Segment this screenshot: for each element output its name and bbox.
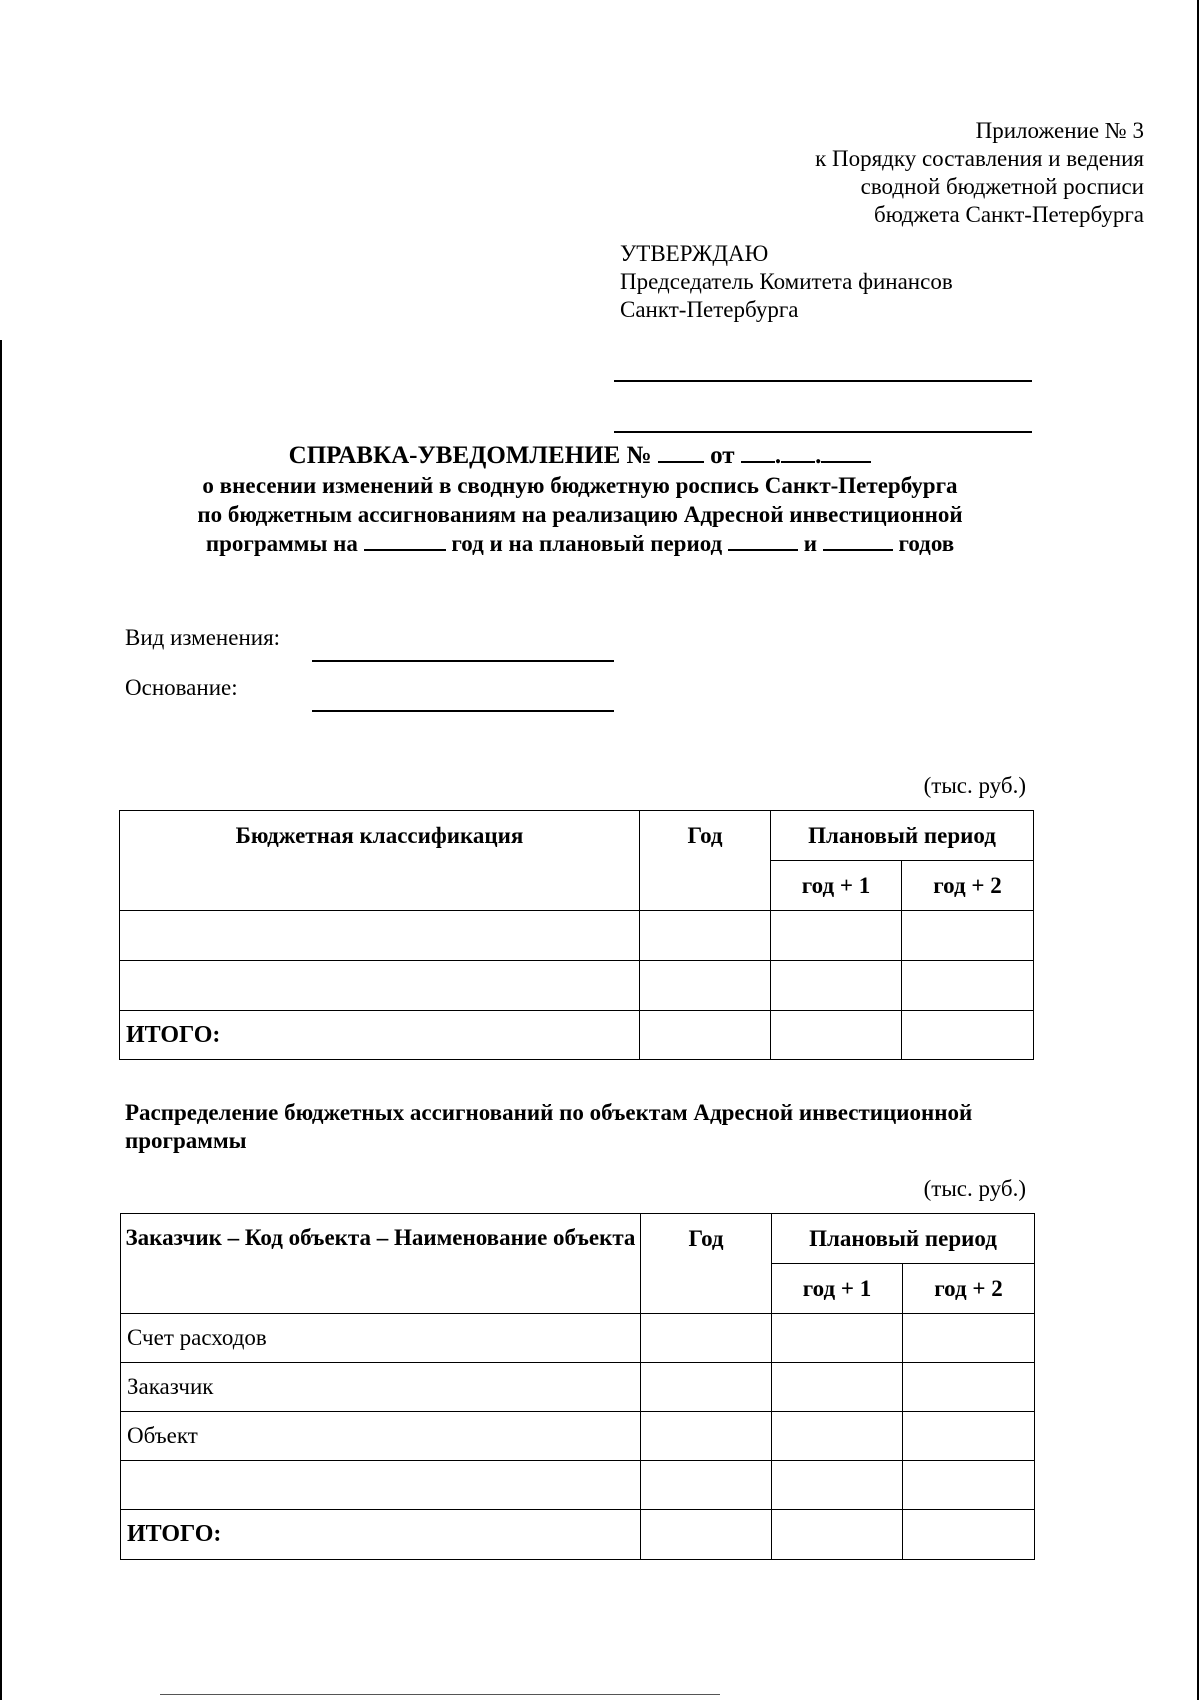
table-cell[interactable] bbox=[640, 961, 771, 1011]
table-cell[interactable] bbox=[902, 1011, 1034, 1060]
col-header-year-plus-2: год + 2 bbox=[902, 861, 1034, 911]
table1-units: (тыс. руб.) bbox=[923, 773, 1026, 798]
row-label-customer: Заказчик bbox=[121, 1363, 641, 1412]
table-cell[interactable] bbox=[771, 961, 902, 1011]
document-title: СПРАВКА-УВЕДОМЛЕНИЕ № от . . о внесении изменений в сводную бюджетную роспись Санкт-Петербурга по бюджетным ассигнованиям на реализацию Адресной инвестиционной программы на год и на плановый период и годов bbox=[110, 441, 1050, 558]
title-line-2: о внесении изменений в сводную бюджетную роспись Санкт-Петербурга bbox=[202, 473, 958, 498]
title-from: от bbox=[710, 442, 735, 469]
col-header-year-plus-1: год + 1 bbox=[772, 1264, 903, 1314]
table-cell[interactable] bbox=[640, 911, 771, 961]
appendix-line-2: к Порядку составления и ведения bbox=[815, 146, 1144, 171]
table2-units: (тыс. руб.) bbox=[923, 1176, 1026, 1201]
title-line-4a: программы на bbox=[205, 531, 358, 556]
title-line-4c: и bbox=[803, 531, 817, 556]
col-header-plan-period: Плановый период bbox=[772, 1214, 1035, 1264]
table-row bbox=[120, 911, 1034, 961]
table-cell[interactable] bbox=[640, 1011, 771, 1060]
col-header-year-plus-2: год + 2 bbox=[903, 1264, 1035, 1314]
number-blank[interactable] bbox=[658, 441, 704, 463]
col-header-year-plus-1: год + 1 bbox=[771, 861, 902, 911]
section2-title: Распределение бюджетных ассигнований по объектам Адресной инвестиционной программы bbox=[125, 1100, 973, 1153]
table-row bbox=[121, 1461, 1035, 1510]
approval-title: УТВЕРЖДАЮ bbox=[620, 241, 769, 266]
title-line-4b: год и на плановый период bbox=[451, 531, 723, 556]
year-blank[interactable] bbox=[821, 441, 871, 463]
scan-edge-left bbox=[0, 340, 2, 1700]
signature-date-line[interactable] bbox=[614, 431, 1032, 433]
table-cell[interactable] bbox=[771, 911, 902, 961]
period-year1-blank[interactable] bbox=[728, 529, 798, 551]
change-type-label: Вид изменения: bbox=[125, 625, 281, 650]
change-type-input[interactable] bbox=[312, 660, 614, 662]
col-header-plan-period: Плановый период bbox=[771, 811, 1034, 861]
table-row bbox=[120, 961, 1034, 1011]
col-header-customer-object: Заказчик – Код объекта – Наименование объекта bbox=[121, 1214, 641, 1314]
approval-position-line-1: Председатель Комитета финансов bbox=[620, 269, 953, 294]
table-cell[interactable] bbox=[772, 1461, 903, 1510]
total-row bbox=[121, 1510, 1035, 1560]
table-cell[interactable] bbox=[641, 1461, 772, 1510]
basis-label: Основание: bbox=[125, 675, 238, 700]
table-cell[interactable] bbox=[641, 1510, 772, 1560]
table-cell[interactable] bbox=[641, 1363, 772, 1412]
table-cell[interactable] bbox=[120, 961, 640, 1011]
table-cell[interactable] bbox=[903, 1510, 1035, 1560]
table-cell[interactable] bbox=[903, 1461, 1035, 1510]
total-label: ИТОГО: bbox=[121, 1510, 641, 1560]
total-label: ИТОГО: bbox=[120, 1011, 640, 1060]
approval-block bbox=[620, 240, 1120, 324]
budget-classification-table bbox=[119, 810, 1034, 1060]
table-cell[interactable] bbox=[903, 1412, 1035, 1461]
title-line-3: по бюджетным ассигнованиям на реализацию Адресной инвестиционной bbox=[197, 502, 963, 527]
title-line-4d: годов bbox=[898, 531, 955, 556]
appendix-line-3: сводной бюджетной росписи bbox=[860, 174, 1144, 199]
table-cell[interactable] bbox=[121, 1461, 641, 1510]
period-year2-blank[interactable] bbox=[823, 529, 893, 551]
table-cell[interactable] bbox=[641, 1412, 772, 1461]
table-cell[interactable] bbox=[772, 1314, 903, 1363]
table-row bbox=[121, 1363, 1035, 1412]
table-cell[interactable] bbox=[641, 1314, 772, 1363]
table-cell[interactable] bbox=[903, 1363, 1035, 1412]
col-header-classification: Бюджетная классификация bbox=[120, 811, 640, 911]
total-row bbox=[120, 1011, 1034, 1060]
table-cell[interactable] bbox=[903, 1314, 1035, 1363]
table-cell[interactable] bbox=[902, 911, 1034, 961]
approval-position-line-2: Санкт-Петербурга bbox=[620, 297, 799, 322]
row-label-expense-account: Счет расходов bbox=[121, 1314, 641, 1363]
table-row bbox=[121, 1412, 1035, 1461]
month-blank[interactable] bbox=[781, 441, 815, 463]
appendix-line-4: бюджета Санкт-Петербурга bbox=[874, 202, 1144, 227]
table-cell[interactable] bbox=[120, 911, 640, 961]
signature-line[interactable] bbox=[614, 380, 1032, 382]
scan-edge-right bbox=[1197, 0, 1199, 1700]
day-blank[interactable] bbox=[741, 441, 775, 463]
appendix-line-1: Приложение № 3 bbox=[975, 118, 1144, 143]
objects-distribution-table bbox=[120, 1213, 1035, 1560]
basis-input[interactable] bbox=[312, 710, 614, 712]
row-label-object: Объект bbox=[121, 1412, 641, 1461]
col-header-year: Год bbox=[641, 1214, 772, 1314]
table-cell[interactable] bbox=[772, 1510, 903, 1560]
table-cell[interactable] bbox=[772, 1412, 903, 1461]
table-cell[interactable] bbox=[772, 1363, 903, 1412]
appendix-header bbox=[544, 117, 1144, 229]
scan-artifact-bottom bbox=[160, 1694, 720, 1695]
table-row bbox=[121, 1314, 1035, 1363]
table-cell[interactable] bbox=[902, 961, 1034, 1011]
table-cell[interactable] bbox=[771, 1011, 902, 1060]
plan-year-blank[interactable] bbox=[364, 529, 446, 551]
title-prefix: СПРАВКА-УВЕДОМЛЕНИЕ № bbox=[288, 442, 652, 469]
col-header-year: Год bbox=[640, 811, 771, 911]
